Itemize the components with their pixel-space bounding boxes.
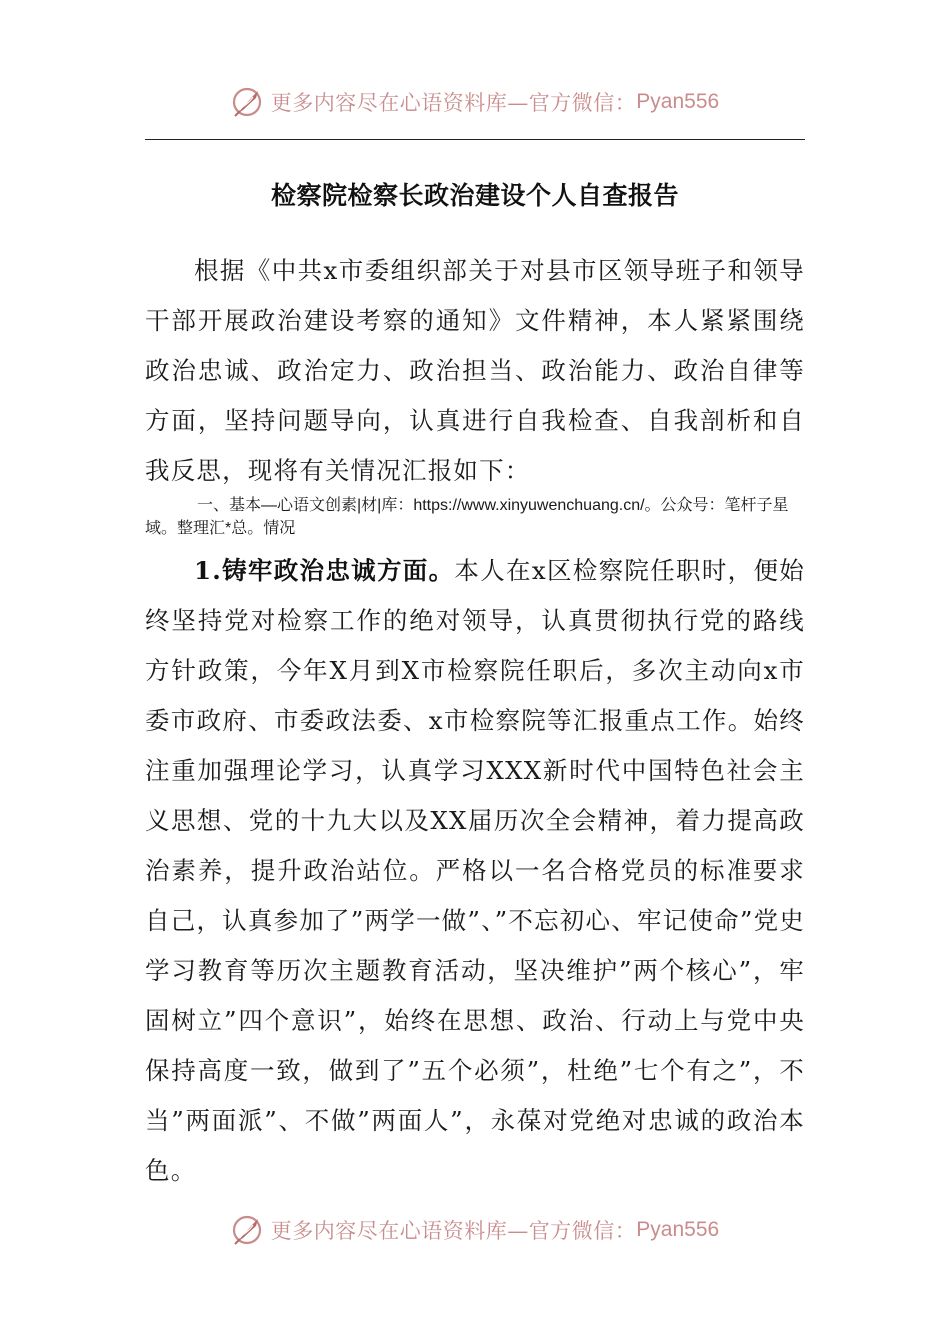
quill-pen-logo-icon xyxy=(231,85,265,119)
section1-paragraph xyxy=(145,546,805,1196)
section1-body: 本人在x区检察院任职时，便始终坚持党对检察工作的绝对领导，认真贯彻执行党的路线方针政策，今年X月到X市检察院任职后，多次主动向x市委市政府、市委政法委、x市检察院等汇报重点工作。始终注重加强理论学习，认真学习XXX新时代中国特色社会主义思想、党的十九大以及XX届历次全会精神，着力提高政治素养，提升政治站位。严格以一名合格党员的标准要求自己，认真参加了”两学一做”、”不忘初心、牢记使命”党史学习教育等历次主题教育活动，坚决维护”两个核心”，牢固树立”四个意识”，始终在思想、政治、行动上与党中央保持高度一致，做到了”五个必须”，杜绝”七个有之”，不当”两面派”、不做”两面人”，永葆对党绝对忠诚的政治本色。 xyxy=(145,556,805,1185)
watermark-note: 一、基本—心语文创素|材|库：https://www.xinyuwenchuang.cn/。公众号：笔杆子星域。整理汇*总。情况 xyxy=(145,497,789,537)
header-banner xyxy=(0,80,950,124)
footer-banner xyxy=(0,1208,950,1252)
section1-heading: 1.铸牢政治忠诚方面。 xyxy=(194,556,455,585)
intro-paragraph-block xyxy=(145,246,805,496)
header-wechat-id: Pyan556 xyxy=(636,90,720,113)
intro-paragraph: 根据《中共x市委组织部关于对县市区领导班子和领导干部开展政治建设考察的通知》文件精神，本人紧紧围绕政治忠诚、政治定力、政治担当、政治能力、政治自律等方面，坚持问题导向，认真进行自我检查、自我剖析和自我反思，现将有关情况汇报如下： xyxy=(145,256,805,485)
section1-paragraph-block xyxy=(145,546,805,1196)
quill-pen-logo-icon xyxy=(231,1213,265,1247)
footer-wechat-id: Pyan556 xyxy=(636,1218,720,1241)
header-divider xyxy=(145,139,805,140)
footer-banner-text: 更多内容尽在心语资料库—官方微信： xyxy=(270,1219,637,1243)
document-title: 检察院检察长政治建设个人自查报告 xyxy=(270,181,679,210)
header-banner-text: 更多内容尽在心语资料库—官方微信： xyxy=(270,91,637,115)
